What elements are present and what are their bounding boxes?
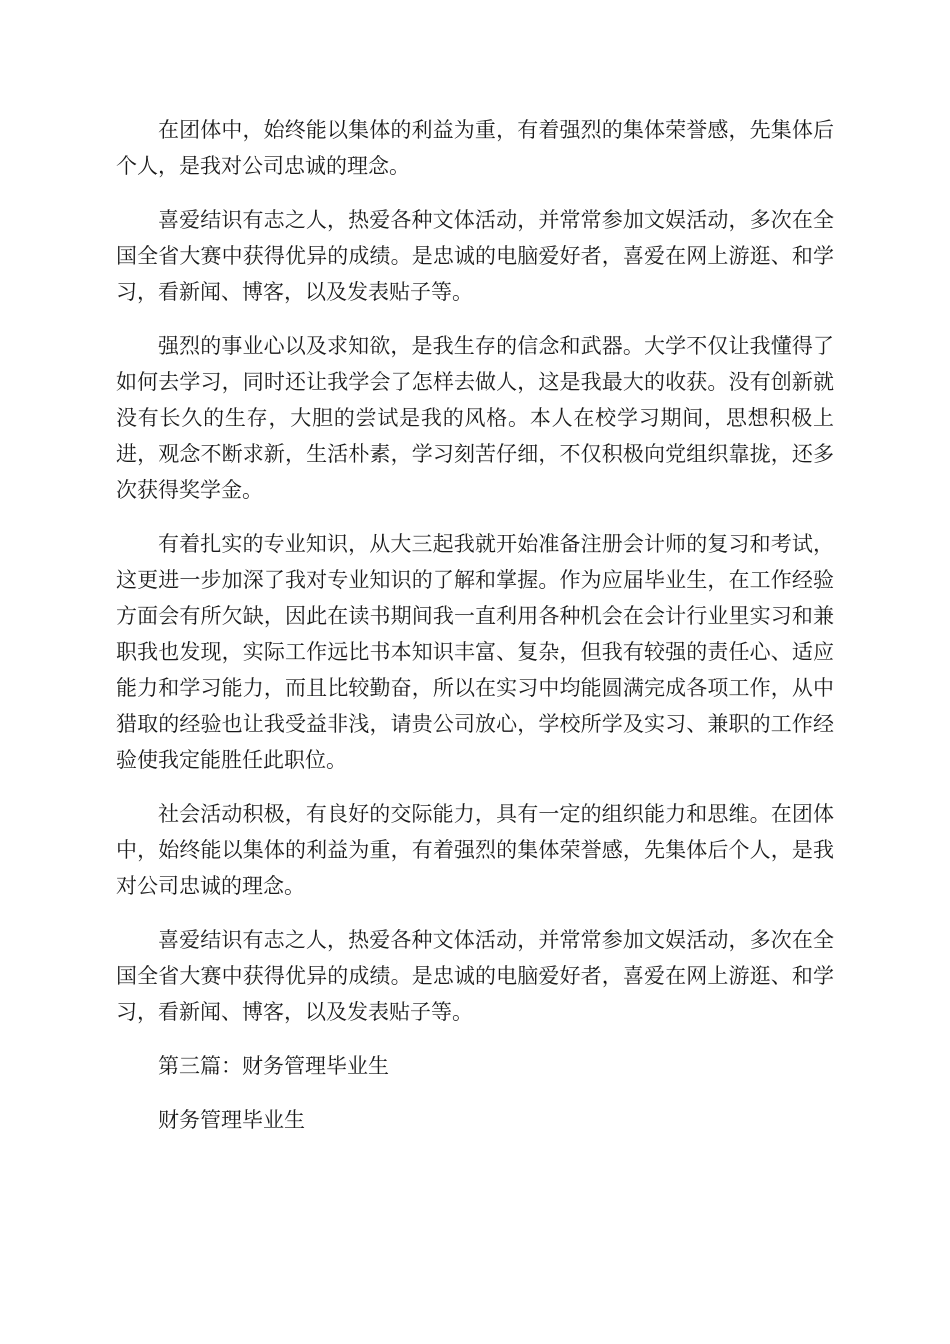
paragraph-6: 喜爱结识有志之人，热爱各种文体活动，并常常参加文娱活动，多次在全国全省大赛中获得优异的成绩。是忠诚的电脑爱好者，喜爱在网上游逛、和学习，看新闻、博客，以及发表贴子等。 [116, 928, 834, 1024]
paragraph-4: 有着扎实的专业知识，从大三起我就开始准备注册会计师的复习和考试，这更进一步加深了我对专业知识的了解和掌握。作为应届毕业生，在工作经验方面会有所欠缺，因此在读书期间我一直利用各种机会在会计行业里实习和兼职我也发现，实际工作远比书本知识丰富、复杂，但我有较强的责任心、适应能力和学习能力，而且比较勤奋，所以在实习中均能圆满完成各项工作，从中猎取的经验也让我受益非浅，请贵公司放心，学校所学及实习、兼职的工作经验使我定能胜任此职位。 [116, 532, 834, 772]
section-subheading: 财务管理毕业生 [158, 1108, 305, 1132]
paragraph-3: 强烈的事业心以及求知欲，是我生存的信念和武器。大学不仅让我懂得了如何去学习，同时还让我学会了怎样去做人，这是我最大的收获。没有创新就没有长久的生存，大胆的尝试是我的风格。本人在校学习期间，思想积极上进，观念不断求新，生活朴素，学习刻苦仔细，不仅积极向党组织靠拢，还多次获得奖学金。 [116, 334, 834, 502]
paragraph-5: 社会活动积极，有良好的交际能力，具有一定的组织能力和思维。在团体中，始终能以集体的利益为重，有着强烈的集体荣誉感，先集体后个人，是我对公司忠诚的理念。 [116, 802, 834, 898]
paragraph-1: 在团体中，始终能以集体的利益为重，有着强烈的集体荣誉感，先集体后个人，是我对公司忠诚的理念。 [116, 118, 834, 178]
section-heading: 第三篇：财务管理毕业生 [158, 1054, 389, 1078]
paragraph-2: 喜爱结识有志之人，热爱各种文体活动，并常常参加文娱活动，多次在全国全省大赛中获得优异的成绩。是忠诚的电脑爱好者，喜爱在网上游逛、和学习，看新闻、博客，以及发表贴子等。 [116, 208, 834, 304]
document-page [116, 112, 834, 1156]
